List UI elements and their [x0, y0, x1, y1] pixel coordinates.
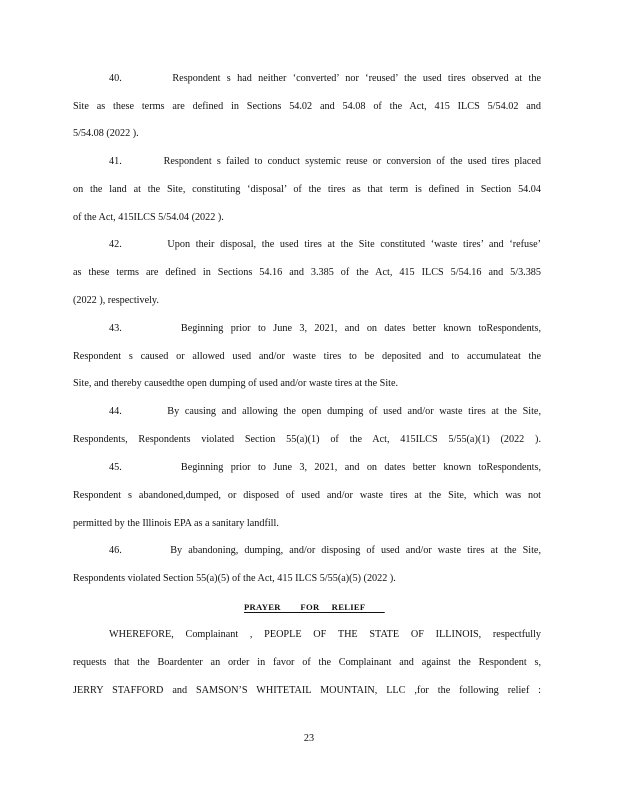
- page-number: 23: [303, 733, 315, 744]
- paragraph-41-line-1: [109, 155, 541, 169]
- paragraph-text: Beginning prior to June 3, 2021, and on dates better known toRespondents,: [180, 462, 541, 473]
- paragraph-number: 46.: [109, 545, 122, 556]
- paragraph-45-line-2: Respondent s abandoned,dumped, or disposed of used and/or waste tires at the Site, which was not: [73, 490, 541, 501]
- closing-line-3: JERRY STAFFORD and SAMSON’S WHITETAIL MOUNTAIN, LLC ,for the following relief :: [73, 685, 541, 696]
- paragraph-number: 45.: [109, 462, 122, 473]
- paragraph-text: Respondent s failed to conduct systemic reuse or conversion of the used tires placed: [163, 156, 542, 167]
- closing-line-2: requests that the Boardenter an order in favor of the Complainant and against the Respondent s,: [73, 657, 541, 668]
- paragraph-44-line-1: [109, 405, 541, 419]
- paragraph-text: Upon their disposal, the used tires at the Site constituted ‘waste tires’ and ‘refuse’: [167, 239, 542, 250]
- paragraph-text: By causing and allowing the open dumping of used and/or waste tires at the Site,: [167, 406, 541, 417]
- paragraph-42-line-2: as these terms are defined in Sections 54.16 and 3.385 of the Act, 415 ILCS 5/54.16 and 5/3.385: [73, 267, 541, 278]
- paragraph-text: By abandoning, dumping, and/or disposing of used and/or waste tires at the Site,: [170, 545, 541, 556]
- paragraph-46-line-1: [109, 544, 541, 558]
- paragraph-43-line-1: [109, 322, 541, 336]
- paragraph-46-line-2: Respondents violated Section 55(a)(5) of the Act, 415 ILCS 5/55(a)(5) (2022 ).: [73, 573, 396, 584]
- paragraph-42-line-1: [109, 238, 541, 252]
- paragraph-40-line-2: Site as these terms are defined in Sections 54.02 and 54.08 of the Act, 415 ILCS 5/54.02 and: [73, 101, 541, 112]
- paragraph-41-line-2: on the land at the Site, constituting ‘disposal’ of the tires as that term is defined in Section 54.04: [73, 184, 541, 195]
- closing-line-1: WHEREFORE, Complainant , PEOPLE OF THE STATE OF ILLINOIS, respectfully: [109, 629, 541, 640]
- paragraph-number: 44.: [109, 406, 122, 417]
- paragraph-44-line-2: Respondents, Respondents violated Section 55(a)(1) of the Act, 415ILCS 5/55(a)(1) (2022 ).: [73, 434, 541, 445]
- paragraph-42-line-3: (2022 ), respectively.: [73, 295, 159, 306]
- paragraph-number: 40.: [109, 73, 122, 84]
- paragraph-40-line-1: [109, 72, 541, 86]
- paragraph-40-line-3: 5/54.08 (2022 ).: [73, 128, 139, 139]
- paragraph-number: 41.: [109, 156, 122, 167]
- paragraph-text: Beginning prior to June 3, 2021, and on dates better known toRespondents,: [180, 323, 541, 334]
- section-heading: PRAYER FOR RELIEF: [244, 602, 385, 612]
- paragraph-45-line-1: [109, 461, 541, 475]
- paragraph-43-line-3: Site, and thereby causedthe open dumping of used and/or waste tires at the Site.: [73, 378, 399, 389]
- paragraph-45-line-3: permitted by the Illinois EPA as a sanitary landfill.: [73, 518, 279, 529]
- paragraph-text: Respondent s had neither ‘converted’ nor ‘reused’ the used tires observed at the: [172, 73, 542, 84]
- paragraph-41-line-3: of the Act, 415ILCS 5/54.04 (2022 ).: [73, 212, 224, 223]
- paragraph-43-line-2: Respondent s caused or allowed used and/or waste tires to be deposited and to accumulateat the: [73, 351, 541, 362]
- paragraph-number: 42.: [109, 239, 122, 250]
- paragraph-number: 43.: [109, 323, 122, 334]
